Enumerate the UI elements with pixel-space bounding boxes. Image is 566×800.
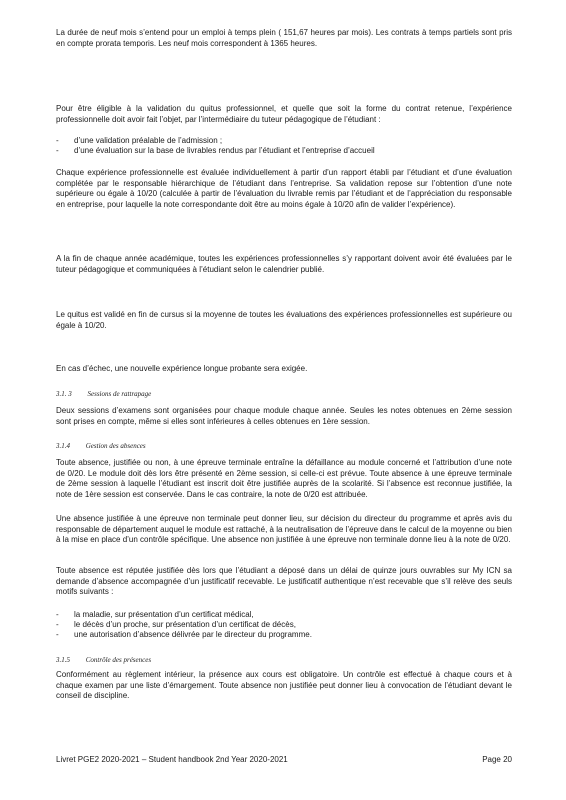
paragraph-text: Conformément au règlement intérieur, la présence aux cours est obligatoire. Un contrôle est effectué à chaque cours et à chaque examen par une liste d’émargement. Toute absence non justifiée peut donner lieu à convocation de l’étudiant devant le conseil de discipline.: [56, 670, 512, 701]
paragraph-quitus: [56, 310, 512, 331]
paragraph-failure: [56, 364, 512, 375]
paragraph-annual-review: [56, 254, 512, 275]
eligibility-list: [56, 136, 512, 156]
paragraph-text: Toute absence est réputée justifiée dès lors que l’étudiant a déposé dans un délai de quinze jours ouvrables sur My ICN sa demande d’absence accompagnée d’un justificatif recevable. Le justificatif authentique n’est recevable que s’il relève des seuls motifs suivants :: [56, 566, 512, 597]
list-item: - d’une validation préalable de l’admission ;: [56, 136, 512, 146]
document-page: [56, 28, 512, 800]
section-heading-absences: [56, 442, 160, 450]
paragraph-evaluation: [56, 168, 512, 210]
paragraph-text: Deux sessions d’examens sont organisées pour chaque module chaque année. Seules les notes obtenues en 2ème session sont prises en compte, même si elles sont inférieures à celles obtenues en 1ère session.: [56, 406, 512, 426]
footer-title: Livret PGE2 2020-2021 – Student handbook 2nd Year 2020-2021: [56, 755, 288, 764]
section-title: Gestion des absences: [85, 442, 146, 450]
paragraph-justification: [56, 566, 512, 598]
section-title: Contrôle des présences: [85, 656, 152, 664]
paragraph-attendance: [56, 670, 512, 702]
paragraph-absence-non-terminal: [56, 514, 512, 546]
paragraph-duration: [56, 28, 512, 49]
list-item: - le décès d’un proche, sur présentation d’un certificat de décès,: [56, 620, 512, 630]
section-number: 3.1.5: [56, 656, 70, 664]
justification-list: [56, 610, 512, 641]
paragraph-text: Une absence justifiée à une épreuve non terminale peut donner lieu, sur décision du directeur du programme et après avis du responsable de département auquel le module est rattaché, à la neutralisation de l’épreuve dans le calcul de la moyenne ou bien à la mise en place d’un contrôle spécifique. Une absence non justifiée à une épreuve non terminale donne lieu à la note de 0/20.: [56, 514, 512, 545]
page-footer: [56, 755, 512, 764]
paragraph-sessions: [56, 406, 512, 427]
section-number: 3.1.4: [56, 442, 70, 450]
list-item: - une autorisation d’absence délivrée par le directeur du programme.: [56, 630, 512, 640]
section-heading-rattrapage: [56, 390, 165, 398]
paragraph-absence-terminal: [56, 458, 512, 500]
paragraph-text: En cas d’échec, une nouvelle expérience longue probante sera exigée.: [56, 364, 308, 373]
paragraph-text: A la fin de chaque année académique, toutes les expériences professionnelles s’y rapportant doivent avoir été évaluées par le tuteur pédagogique et communiquées à l’étudiant selon le calendrier publié.: [56, 254, 512, 274]
list-item: - d’une évaluation sur la base de livrables rendus par l’étudiant et l’entreprise d’accueil: [56, 146, 512, 156]
list-item: - la maladie, sur présentation d’un certificat médical,: [56, 610, 512, 620]
section-title: Sessions de rattrapage: [87, 390, 152, 398]
paragraph-text: Le quitus est validé en fin de cursus si la moyenne de toutes les évaluations des expériences professionnelles est supérieure ou égale à 10/20.: [56, 310, 512, 330]
paragraph-text: Pour être éligible à la validation du quitus professionnel, et quelle que soit la forme du contrat retenue, l’expérience professionnelle doit avoir fait l’objet, par l’intermédiaire du tuteur pédagogique de l’étudiant :: [56, 104, 512, 124]
section-number: 3.1. 3: [56, 390, 72, 398]
paragraph-eligibility: [56, 104, 512, 125]
paragraph-text: Toute absence, justifiée ou non, à une épreuve terminale entraîne la défaillance au module concerné et l’attribution d’une note de 0/20. Le module doit dès lors être présenté en 2ème session, si celle-ci est prévue. Toute absence à une épreuve terminale de 2ème session à laquelle l’étudiant est inscrit doit être justifiée auprès de la scolarité. Si l’absence est reconnue justifiée, la note de 1ère session est conservée. Dans le cas contraire, la note de 0/20 est attribuée.: [56, 458, 512, 499]
paragraph-text: Chaque expérience professionnelle est évaluée individuellement à partir d’un rapport établi par l’étudiant et d’une évaluation complétée par le responsable hiérarchique de l’étudiant dans l’entreprise. Sa validation repose sur l’obtention d’une note supérieure ou égale à 10/20 (calculée à partir de l’évaluation du livrable remis par l’étudiant et de l’appréciation du responsable en entreprise, pour laquelle la note correspondante doit être au moins égale à 10/20 afin de valider l’expérience).: [56, 168, 512, 209]
paragraph-text: La durée de neuf mois s’entend pour un emploi à temps plein ( 151,67 heures par mois). Les contrats à temps partiels sont pris en compte prorata temporis. Les neuf mois correspondent à 1365 heures.: [56, 28, 512, 48]
page-number: Page 20: [482, 755, 512, 764]
section-heading-presences: [56, 656, 165, 664]
